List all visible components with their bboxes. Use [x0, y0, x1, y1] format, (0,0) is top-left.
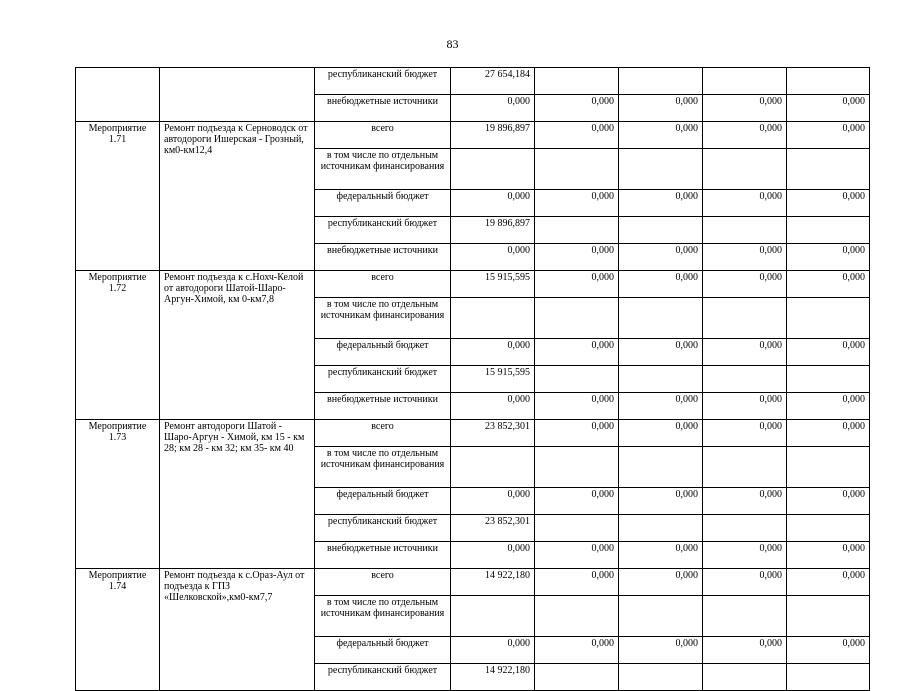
year-value-cell — [535, 149, 619, 190]
funding-source-cell: в том числе по отдельным источникам финансирования — [315, 298, 451, 339]
funding-source-cell: всего — [315, 420, 451, 447]
total-value-cell: 23 852,301 — [451, 515, 535, 542]
year-value-cell: 0,000 — [619, 420, 703, 447]
year-value-cell: 0,000 — [535, 122, 619, 149]
year-value-cell — [619, 596, 703, 637]
total-value-cell: 19 896,897 — [451, 217, 535, 244]
year-value-cell: 0,000 — [703, 420, 787, 447]
year-value-cell: 0,000 — [619, 393, 703, 420]
year-value-cell: 0,000 — [535, 569, 619, 596]
year-value-cell: 0,000 — [535, 420, 619, 447]
year-value-cell — [703, 515, 787, 542]
event-cell: Мероприятие 1.73 — [76, 420, 160, 569]
year-value-cell — [703, 366, 787, 393]
year-value-cell: 0,000 — [787, 122, 870, 149]
event-description-cell — [160, 68, 315, 122]
year-value-cell — [619, 68, 703, 95]
year-value-cell: 0,000 — [535, 271, 619, 298]
year-value-cell: 0,000 — [619, 244, 703, 271]
year-value-cell: 0,000 — [535, 393, 619, 420]
total-value-cell: 0,000 — [451, 339, 535, 366]
year-value-cell: 0,000 — [535, 339, 619, 366]
year-value-cell: 0,000 — [619, 542, 703, 569]
year-value-cell: 0,000 — [703, 637, 787, 664]
total-value-cell: 15 915,595 — [451, 366, 535, 393]
year-value-cell — [703, 664, 787, 691]
year-value-cell — [619, 447, 703, 488]
year-value-cell: 0,000 — [787, 244, 870, 271]
funding-source-cell: в том числе по отдельным источникам финансирования — [315, 447, 451, 488]
year-value-cell — [535, 664, 619, 691]
funding-source-cell: внебюджетные источники — [315, 542, 451, 569]
year-value-cell — [619, 515, 703, 542]
funding-source-cell: федеральный бюджет — [315, 488, 451, 515]
table-row — [76, 569, 870, 596]
year-value-cell — [703, 217, 787, 244]
year-value-cell — [535, 596, 619, 637]
year-value-cell: 0,000 — [535, 637, 619, 664]
event-description-cell: Ремонт подъезда к с.Ораз-Аул от подъезда к ГПЗ «Шелковской»,км0-км7,7 — [160, 569, 315, 691]
year-value-cell: 0,000 — [787, 569, 870, 596]
year-value-cell — [703, 149, 787, 190]
table-row — [76, 122, 870, 149]
year-value-cell — [535, 298, 619, 339]
year-value-cell — [619, 217, 703, 244]
year-value-cell: 0,000 — [703, 569, 787, 596]
event-cell — [76, 68, 160, 122]
year-value-cell: 0,000 — [619, 339, 703, 366]
event-description-cell: Ремонт подъезда к с.Нохч-Келой от автодороги Шатой-Шаро-Аргун-Химой, км 0-км7,8 — [160, 271, 315, 420]
funding-source-cell: всего — [315, 271, 451, 298]
funding-source-cell: республиканский бюджет — [315, 217, 451, 244]
year-value-cell — [535, 447, 619, 488]
year-value-cell: 0,000 — [703, 190, 787, 217]
year-value-cell — [703, 596, 787, 637]
year-value-cell: 0,000 — [703, 488, 787, 515]
event-description-cell: Ремонт подъезда к Серноводск от автодороги Ишерская - Грозный, км0-км12,4 — [160, 122, 315, 271]
total-value-cell: 0,000 — [451, 542, 535, 569]
table-row — [76, 420, 870, 447]
year-value-cell — [619, 366, 703, 393]
year-value-cell: 0,000 — [787, 95, 870, 122]
funding-source-cell: республиканский бюджет — [315, 366, 451, 393]
total-value-cell — [451, 447, 535, 488]
year-value-cell: 0,000 — [787, 542, 870, 569]
year-value-cell — [787, 217, 870, 244]
funding-source-cell: внебюджетные источники — [315, 244, 451, 271]
total-value-cell: 0,000 — [451, 393, 535, 420]
year-value-cell: 0,000 — [703, 339, 787, 366]
year-value-cell: 0,000 — [703, 271, 787, 298]
year-value-cell — [619, 664, 703, 691]
year-value-cell: 0,000 — [619, 488, 703, 515]
year-value-cell — [535, 217, 619, 244]
total-value-cell — [451, 298, 535, 339]
funding-source-cell: республиканский бюджет — [315, 68, 451, 95]
year-value-cell — [787, 68, 870, 95]
year-value-cell — [787, 149, 870, 190]
funding-source-cell: внебюджетные источники — [315, 393, 451, 420]
funding-source-cell: республиканский бюджет — [315, 664, 451, 691]
funding-source-cell: федеральный бюджет — [315, 339, 451, 366]
year-value-cell: 0,000 — [535, 542, 619, 569]
year-value-cell: 0,000 — [619, 122, 703, 149]
funding-source-cell: внебюджетные источники — [315, 95, 451, 122]
total-value-cell: 27 654,184 — [451, 68, 535, 95]
event-cell: Мероприятие 1.74 — [76, 569, 160, 691]
total-value-cell: 0,000 — [451, 190, 535, 217]
total-value-cell: 15 915,595 — [451, 271, 535, 298]
year-value-cell — [703, 68, 787, 95]
total-value-cell: 19 896,897 — [451, 122, 535, 149]
year-value-cell — [787, 366, 870, 393]
total-value-cell: 14 922,180 — [451, 569, 535, 596]
year-value-cell — [703, 298, 787, 339]
year-value-cell: 0,000 — [787, 339, 870, 366]
funding-source-cell: республиканский бюджет — [315, 515, 451, 542]
year-value-cell: 0,000 — [787, 420, 870, 447]
year-value-cell — [619, 298, 703, 339]
year-value-cell: 0,000 — [535, 95, 619, 122]
year-value-cell — [535, 68, 619, 95]
year-value-cell — [619, 149, 703, 190]
total-value-cell: 0,000 — [451, 244, 535, 271]
year-value-cell: 0,000 — [703, 122, 787, 149]
year-value-cell: 0,000 — [787, 393, 870, 420]
year-value-cell: 0,000 — [619, 95, 703, 122]
year-value-cell — [535, 366, 619, 393]
total-value-cell — [451, 596, 535, 637]
year-value-cell: 0,000 — [703, 393, 787, 420]
year-value-cell: 0,000 — [703, 542, 787, 569]
year-value-cell — [787, 515, 870, 542]
budget-table — [75, 67, 870, 691]
funding-source-cell: всего — [315, 569, 451, 596]
year-value-cell: 0,000 — [703, 95, 787, 122]
event-cell: Мероприятие 1.72 — [76, 271, 160, 420]
total-value-cell: 0,000 — [451, 95, 535, 122]
year-value-cell — [787, 596, 870, 637]
year-value-cell — [703, 447, 787, 488]
total-value-cell: 23 852,301 — [451, 420, 535, 447]
year-value-cell: 0,000 — [619, 569, 703, 596]
funding-source-cell: в том числе по отдельным источникам финансирования — [315, 596, 451, 637]
year-value-cell: 0,000 — [619, 271, 703, 298]
year-value-cell: 0,000 — [787, 190, 870, 217]
year-value-cell — [787, 298, 870, 339]
funding-source-cell: в том числе по отдельным источникам финансирования — [315, 149, 451, 190]
total-value-cell — [451, 149, 535, 190]
year-value-cell: 0,000 — [703, 244, 787, 271]
table-row — [76, 68, 870, 95]
page-number: 83 — [446, 37, 459, 51]
event-cell: Мероприятие 1.71 — [76, 122, 160, 271]
year-value-cell: 0,000 — [787, 271, 870, 298]
year-value-cell: 0,000 — [535, 190, 619, 217]
funding-source-cell: федеральный бюджет — [315, 637, 451, 664]
year-value-cell: 0,000 — [619, 637, 703, 664]
total-value-cell: 0,000 — [451, 637, 535, 664]
funding-source-cell: федеральный бюджет — [315, 190, 451, 217]
total-value-cell: 0,000 — [451, 488, 535, 515]
year-value-cell — [787, 664, 870, 691]
funding-source-cell: всего — [315, 122, 451, 149]
year-value-cell: 0,000 — [787, 488, 870, 515]
year-value-cell: 0,000 — [619, 190, 703, 217]
table-row — [76, 271, 870, 298]
year-value-cell: 0,000 — [535, 244, 619, 271]
year-value-cell: 0,000 — [787, 637, 870, 664]
event-description-cell: Ремонт автодороги Шатой - Шаро-Аргун - Химой, км 15 - км 28; км 28 - км 32; км 35- км 40 — [160, 420, 315, 569]
year-value-cell — [787, 447, 870, 488]
year-value-cell — [535, 515, 619, 542]
total-value-cell: 14 922,180 — [451, 664, 535, 691]
year-value-cell: 0,000 — [535, 488, 619, 515]
